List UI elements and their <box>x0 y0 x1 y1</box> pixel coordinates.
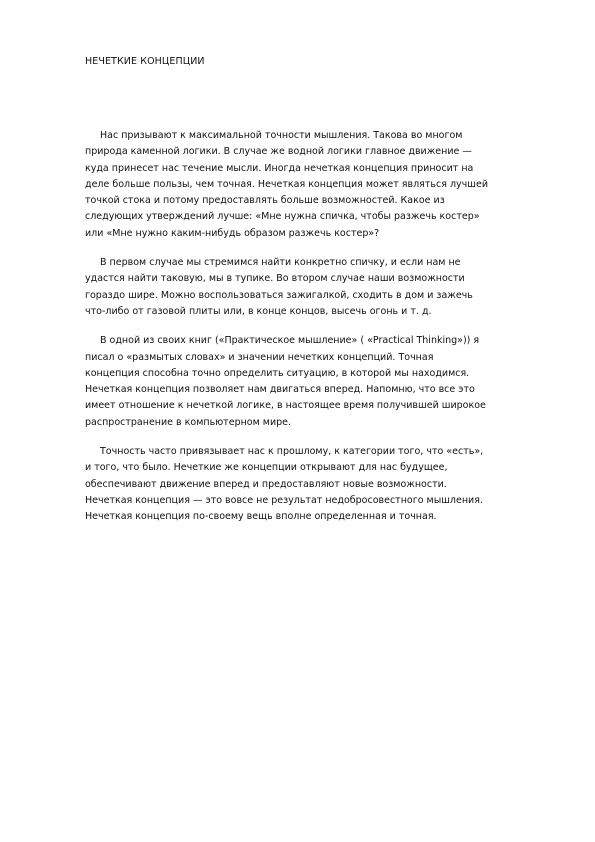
text-line: точкой стока и потому предоставлять больше возможностей. Какое из <box>85 195 445 207</box>
text-line: В одной из своих книг («Практическое мышление» ( «Practical Thinking»)) я <box>100 335 480 347</box>
text-line: распространение в компьютерном мире. <box>85 416 292 428</box>
text-line: В первом случае мы стремимся найти конкретно спичку, и если нам не <box>100 257 461 269</box>
paragraph-2 <box>85 255 545 320</box>
text-line: гораздо шире. Можно воспользоваться зажигалкой, сходить в дом и зажечь <box>85 289 473 301</box>
text-line: куда принесет нас течение мысли. Иногда нечеткая концепция приносит на <box>85 162 474 174</box>
text-line: следующих утверждений лучше: «Мне нужна спичка, чтобы разжечь костер» <box>85 211 480 223</box>
text-line: или «Мне нужно каким-нибудь образом разжечь костер»? <box>85 227 380 239</box>
paragraph-4 <box>85 444 545 525</box>
text-line: природа каменной логики. В случае же водной логики главное движение — <box>85 146 472 158</box>
text-line: имеет отношение к нечеткой логике, в настоящее время получившей широкое <box>85 400 486 412</box>
text-line: Нечеткая концепция по-своему вещь вполне определенная и точная. <box>85 511 437 523</box>
document-body <box>85 128 545 539</box>
text-line: удастся найти таковую, мы в тупике. Во втором случае наши возможности <box>85 273 465 285</box>
text-line: что-либо от газовой плиты или, в конце концов, высечь огонь и т. д. <box>85 305 432 317</box>
document-title: НЕЧЕТКИЕ КОНЦЕПЦИИ <box>85 56 205 67</box>
text-line: обеспечивают движение вперед и предоставляют новые возможности. <box>85 478 447 490</box>
text-line: Точность часто привязывает нас к прошлому, к категории того, что «есть», <box>100 446 484 458</box>
text-line: и того, что было. Нечеткие же концепции открывают для нас будущее, <box>85 462 448 474</box>
text-line: Нечеткая концепция позволяет нам двигаться вперед. Напомню, что все это <box>85 384 475 396</box>
text-line: деле больше пользы, чем точная. Нечеткая концепция может являться лучшей <box>85 178 489 190</box>
text-line: Нас призывают к максимальной точности мышления. Такова во многом <box>100 130 463 141</box>
paragraph-3 <box>85 333 545 431</box>
text-line: писал о «размытых словах» и значении нечетких концепций. Точная <box>85 351 434 363</box>
text-line: Нечеткая концепция — это вовсе не результат недобросовестного мышления. <box>85 494 483 506</box>
paragraph-1 <box>85 128 545 242</box>
text-line: концепция способна точно определить ситуацию, в которой мы находимся. <box>85 367 470 379</box>
